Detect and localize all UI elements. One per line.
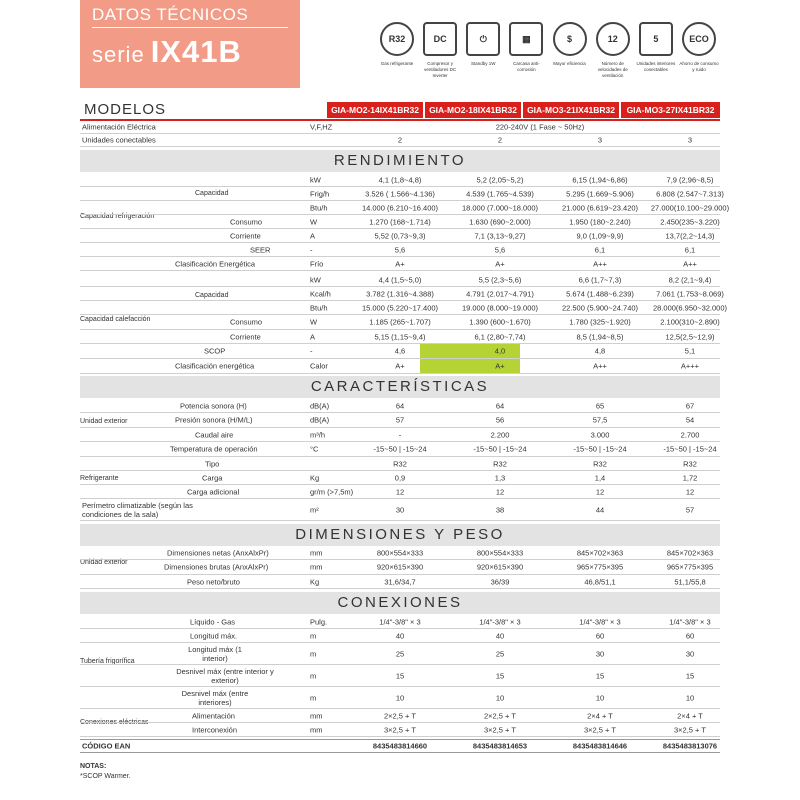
row-value: R32 [683, 459, 697, 468]
row-label: Líquido - Gas [190, 617, 236, 626]
row-unit: Frío [310, 259, 324, 268]
table-row [80, 665, 720, 687]
row-unit: Calor [310, 361, 328, 371]
table-row [80, 229, 720, 243]
row-value: - [398, 430, 402, 439]
header-banner [80, 0, 300, 88]
row-label: Caudal aire [195, 430, 234, 439]
table-row [80, 629, 720, 643]
row-value: 5.295 (1.669~5.906) [566, 189, 634, 198]
row-unit: W [310, 317, 318, 327]
row-value: 44 [595, 505, 605, 514]
row-value: 965×775×395 [666, 562, 714, 572]
row-value: 10 [595, 693, 605, 702]
row-label: Desnivel máx (entre interiores) [181, 688, 249, 707]
row-unit: Kcal/h [310, 289, 331, 298]
row-value: 57,5 [592, 415, 608, 425]
row-value: 2.450(235~3.220) [660, 217, 720, 226]
row-value: 920×615×390 [476, 562, 524, 572]
row-label: Desnivel máx (entre interior y exterior) [176, 666, 274, 685]
row-value: 6,15 (1,94~6,86) [572, 175, 628, 184]
row-value: 36/39 [490, 577, 510, 586]
row-value: 25 [495, 649, 505, 658]
row-value: 2×2,5 + T [384, 711, 416, 720]
ean-value: 8435483813076 [662, 741, 718, 751]
row-value: 10 [395, 693, 405, 702]
row-value: 2.200 [490, 430, 510, 439]
row-value: 10 [685, 693, 695, 702]
row-value: 4,0 [494, 346, 506, 356]
row-value: 3×2,5 + T [674, 725, 706, 734]
table-row [80, 301, 728, 315]
feature-indoor-units [635, 22, 677, 92]
row-value: 1.780 (325~1.920) [569, 317, 631, 327]
series-word: serie [92, 42, 145, 67]
feature-label: Compresor y ventiladores DC Inverter [424, 61, 457, 78]
ean-value: 8435483814646 [572, 741, 628, 751]
row-unit: kW [310, 175, 321, 184]
notes [80, 762, 131, 782]
row-value: 57 [685, 505, 695, 514]
row-value: 51,1/55,8 [674, 577, 706, 586]
row-unit: m² [310, 505, 319, 514]
row-value: A++ [593, 259, 607, 268]
row-value: 1.630 (690~2.000) [469, 217, 531, 226]
row-value: 1.270 (168~1.714) [369, 217, 431, 226]
row-value: 1.185 (265~1.707) [369, 317, 431, 327]
row-unit: m [310, 693, 317, 702]
row-value: 12 [395, 487, 405, 496]
row-value: 46,8/51,1 [584, 577, 616, 586]
table-row [80, 315, 720, 330]
row-label: Corriente [230, 332, 261, 341]
row-value: 7,1 (3,13~9,27) [474, 231, 526, 240]
table-row [80, 471, 720, 485]
row-value: 7.061 (1.753~8.069) [656, 289, 724, 298]
row-value: 27.000(10.100~29.000) [650, 203, 730, 212]
table-row [80, 457, 720, 471]
row-value: 4.791 (2.017~4.791) [466, 289, 534, 298]
row-value: -15~50 | -15~24 [663, 444, 717, 454]
electrical-group-label: Conexiones eléctricas [80, 719, 149, 726]
feature-standby [462, 22, 504, 92]
row-value: R32 [393, 459, 407, 468]
row-value: -15~50 | -15~24 [373, 444, 427, 454]
feature-label: Gas refrigerante [380, 61, 414, 66]
feature-anticorrosion [505, 22, 547, 92]
row-unit: W [310, 217, 318, 226]
row-label: Temperatura de operación [170, 444, 258, 454]
row-value: 18.000 (7.000~18.000) [461, 203, 539, 212]
cooling-capacity-label: Capacidad [195, 190, 229, 197]
ean-value: 8435483814653 [472, 741, 528, 751]
row-value: 5,2 (2,05~5,2) [476, 175, 524, 184]
feature-label: Standby 1W [471, 61, 496, 66]
row-value: 3.782 (1.316~4.388) [366, 289, 434, 298]
row-value: 40 [395, 631, 405, 640]
row-value: 3×2,5 + T [484, 725, 516, 734]
row-unit: mm [310, 562, 323, 572]
ean-label: CÓDIGO EAN [82, 741, 131, 751]
row-value: 2×4 + T [677, 711, 703, 720]
table-row [80, 575, 720, 589]
feature-label: Carcasa anti-corrosión [513, 61, 540, 72]
table-row [80, 643, 720, 665]
row-value: 2×4 + T [587, 711, 613, 720]
row-label: Dimensiones brutas (AnxAlxPr) [164, 562, 269, 572]
row-unit: Pulg. [310, 617, 328, 626]
row-value: 21.000 (6.619~23.420) [561, 203, 639, 212]
row-label: Peso neto/bruto [187, 577, 240, 586]
row-value: 5,15 (1,15~9,4) [374, 332, 426, 341]
row-value: 4,6 [394, 346, 406, 356]
feature-fan-speeds [592, 22, 634, 92]
row-value: 67 [685, 401, 695, 410]
row-value: 6,6 (1,7~7,3) [578, 275, 622, 284]
table-row [80, 134, 720, 147]
row-label: Potencia sonora (H) [180, 401, 247, 410]
pipe-group-label: Tubería frigorífica [80, 658, 135, 665]
row-value: 30 [595, 649, 605, 658]
table-row [80, 121, 720, 134]
table-row [80, 560, 720, 575]
row-value: A++ [593, 361, 607, 371]
row-value: 10 [495, 693, 505, 702]
row-value: 4.539 (1.765~4.539) [466, 189, 534, 198]
feature-eco [678, 22, 720, 92]
row-label: Interconexión [192, 725, 238, 734]
refrigerant-group-label: Refrigerante [80, 475, 119, 482]
row-label: Clasificación Energética [175, 259, 256, 268]
row-unit: mm [310, 725, 323, 734]
header-title: DATOS TÉCNICOS [92, 5, 249, 24]
row-value: 5,1 [684, 346, 696, 356]
notes-title: NOTAS: [80, 763, 107, 770]
row-value: 38 [495, 505, 505, 514]
feature-dc-inverter [419, 22, 461, 92]
row-unit: Kg [310, 473, 320, 482]
row-value: 1/4"-3/8" × 3 [669, 617, 711, 626]
table-row [80, 428, 720, 442]
row-value: R32 [493, 459, 507, 468]
row-label: Clasificación energética [175, 361, 255, 371]
model-name: GIA-MO3-27IX41BR32 [621, 102, 720, 118]
row-value: 1,3 [494, 473, 506, 482]
eco-icon: ECO [682, 22, 716, 56]
row-value: 4,8 [594, 346, 606, 356]
row-label: SEER [250, 245, 271, 254]
model-name: GIA-MO3-21IX41BR32 [523, 102, 619, 118]
series-code: IX41B [150, 34, 242, 69]
row-label: Tipo [205, 459, 220, 468]
dc-inverter-icon: DC [423, 22, 457, 56]
row-value: 12 [595, 487, 605, 496]
table-row [80, 723, 720, 737]
row-unit: Frig/h [310, 189, 330, 198]
row-value: 5,5 (2,3~5,6) [478, 275, 522, 284]
row-value: 64 [495, 401, 505, 410]
row-label: Longitud máx. [190, 631, 238, 640]
row-unit: m [310, 649, 317, 658]
savings-icon: $ [553, 22, 587, 56]
row-value: 1/4"-3/8" × 3 [479, 617, 521, 626]
row-value: 30 [685, 649, 695, 658]
row-unit: - [310, 245, 313, 254]
row-label: SCOP [204, 346, 226, 356]
row-value: 13,7(2,2~14,3) [665, 231, 715, 240]
feature-icons [376, 22, 720, 92]
row-label: Alimentación [192, 711, 235, 720]
model-name: GIA-MO2-14IX41BR32 [327, 102, 423, 118]
table-row [80, 485, 720, 499]
table-row [80, 187, 724, 201]
row-value: 2.100(310~2.890) [660, 317, 720, 327]
row-value: 6,1 [594, 245, 606, 254]
row-value: 40 [495, 631, 505, 640]
row-unit: mm [310, 548, 323, 557]
ean-value: 8435483814660 [372, 741, 428, 751]
row-value: 15 [595, 671, 605, 680]
table-row [80, 687, 720, 709]
table-row [80, 330, 720, 344]
row-unit: Btu/h [310, 203, 328, 212]
section-conexiones: CONEXIONES [80, 592, 720, 614]
row-value: 1/4"-3/8" × 3 [579, 617, 621, 626]
feature-label: Mayor eficiencia [553, 61, 586, 66]
row-value: 965×775×395 [576, 562, 624, 572]
row-value: 14.000 (6.210~16.400) [361, 203, 439, 212]
table-row [80, 413, 720, 428]
row-label: Unidades conectables [82, 135, 156, 145]
row-label: Carga [202, 473, 223, 482]
row-value: 3.526 ( 1.566~4.136) [365, 189, 435, 198]
row-value: 4,1 (1,8~4,8) [378, 175, 422, 184]
row-value: 800×554×333 [376, 548, 424, 557]
row-value: 60 [595, 631, 605, 640]
table-row [80, 257, 720, 271]
row-value: 1.950 (180~2.240) [569, 217, 631, 226]
row-value: A++ [683, 259, 697, 268]
row-label: Perímetro climatizable (según las condiciones de la sala) [82, 500, 193, 519]
row-value: 8,2 (2,1~9,4) [668, 275, 712, 284]
table-row [80, 615, 720, 629]
row-unit: Kg [310, 577, 320, 586]
row-unit: A [310, 332, 316, 341]
row-value: 65 [595, 401, 605, 410]
row-value: 60 [685, 631, 695, 640]
row-unit: - [310, 346, 313, 356]
row-value: 3 [687, 135, 693, 145]
row-value: A+ [395, 259, 405, 268]
row-value: 845×702×363 [576, 548, 624, 557]
row-value: 15 [685, 671, 695, 680]
row-unit: dB(A) [310, 415, 330, 425]
feature-label: Número de velocidades de ventilación [597, 61, 628, 78]
row-value: -15~50 | -15~24 [473, 444, 527, 454]
row-value: 56 [495, 415, 505, 425]
row-value: 31,6/34,7 [384, 577, 416, 586]
row-value: 12 [495, 487, 505, 496]
row-value: 220-240V (1 Fase ~ 50Hz) [495, 122, 585, 132]
section-dimensiones: DIMENSIONES Y PESO [80, 524, 720, 546]
row-value: 800×554×333 [476, 548, 524, 557]
model-name: GIA-MO2-18IX41BR32 [425, 102, 521, 118]
row-unit: V,F,HZ [310, 122, 333, 132]
row-value: 845×702×363 [666, 548, 714, 557]
table-row [80, 201, 730, 215]
row-value: 64 [395, 401, 405, 410]
row-label: Consumo [230, 317, 263, 327]
table-row [80, 546, 720, 560]
row-value: 15 [495, 671, 505, 680]
row-value: A+ [395, 361, 405, 371]
row-unit: m [310, 631, 317, 640]
table-row [80, 344, 720, 359]
row-value: 6.808 (2.547~7.313) [656, 189, 724, 198]
row-value: -15~50 | -15~24 [573, 444, 627, 454]
dimensions-group-label: Unidad exterior [80, 559, 128, 566]
row-value: 5,52 (0,73~9,3) [374, 231, 426, 240]
heating-group-label: Capacidad calefacción [80, 316, 151, 323]
models-header [80, 100, 720, 120]
feature-r32 [376, 22, 418, 92]
row-value: 3×2,5 + T [384, 725, 416, 734]
row-unit: dB(A) [310, 401, 330, 410]
row-label: Longitud máx (1 interior) [188, 644, 242, 663]
row-value: 1/4"-3/8" × 3 [379, 617, 421, 626]
row-value: 1,4 [594, 473, 606, 482]
row-value: 0,9 [394, 473, 406, 482]
row-value: 920×615×390 [376, 562, 424, 572]
row-label: Presión sonora (H/M/L) [175, 415, 253, 425]
table-row [80, 709, 720, 723]
header-divider [92, 27, 288, 28]
row-value: 3×2,5 + T [584, 725, 616, 734]
indoor-units-icon: 5 [639, 22, 673, 56]
row-value: 12 [685, 487, 695, 496]
feature-label: Unidades interiores conectables [636, 61, 676, 72]
table-row [80, 273, 720, 287]
section-rendimiento: RENDIMIENTO [80, 150, 720, 172]
row-value: 3 [597, 135, 603, 145]
table-row [80, 243, 720, 257]
row-value: R32 [593, 459, 607, 468]
ean-row [80, 739, 720, 753]
row-label: Carga adicional [187, 487, 240, 496]
feature-savings [549, 22, 591, 92]
row-value: 9,0 (1,09~9,9) [576, 231, 624, 240]
table-row [80, 215, 720, 229]
row-value: 5,6 [394, 245, 406, 254]
row-value: 25 [395, 649, 405, 658]
row-value: 2 [397, 135, 403, 145]
section-caracteristicas: CARACTERÍSTICAS [80, 376, 720, 398]
row-value: 12,5(2,5~12,9) [665, 332, 715, 341]
row-unit: gr/m (>7,5m) [310, 487, 354, 496]
row-value: 2 [497, 135, 503, 145]
row-label: Consumo [230, 217, 263, 226]
row-value: 7,9 (2,96~8,5) [666, 175, 714, 184]
row-value: 54 [685, 415, 695, 425]
row-value: 1,72 [682, 473, 698, 482]
row-value: 22.500 (5.900~24.740) [561, 303, 639, 312]
row-unit: kW [310, 275, 321, 284]
row-value: 6,1 (2,80~7,74) [474, 332, 526, 341]
row-unit: mm [310, 711, 323, 720]
row-label: Dimensiones netas (AnxAlxPr) [167, 548, 269, 557]
row-value: 57 [395, 415, 405, 425]
fan-speeds-icon: 12 [596, 22, 630, 56]
row-value: A+++ [680, 361, 700, 371]
row-value: 5,6 [494, 245, 506, 254]
row-value: 19.000 (8.000~19.000) [461, 303, 539, 312]
row-value: 1.390 (600~1.670) [469, 317, 531, 327]
notes-text: *SCOP Warmer. [80, 773, 131, 780]
r32-gas-icon: R32 [380, 22, 414, 56]
row-value: 28.000(6.950~32.000) [652, 303, 728, 312]
heating-capacity-label: Capacidad [195, 292, 229, 299]
row-value: 15.000 (5.220~17.400) [361, 303, 439, 312]
row-unit: m [310, 671, 317, 680]
standby-icon: ⏻ [466, 22, 500, 56]
table-row [80, 173, 720, 187]
table-row [80, 287, 724, 301]
series-title [92, 34, 242, 70]
row-label: Corriente [230, 231, 261, 240]
table-row [80, 442, 720, 457]
row-value: 5.674 (1.488~6.239) [566, 289, 634, 298]
row-value: 15 [395, 671, 405, 680]
cooling-group-label: Capacidad refrigeración [80, 213, 155, 220]
row-label: Alimentación Eléctrica [82, 122, 156, 132]
row-value: 30 [395, 505, 405, 514]
outdoor-unit-group-label: Unidad exterior [80, 418, 128, 425]
row-unit: A [310, 231, 316, 240]
table-row [80, 499, 720, 521]
row-value: 4,4 (1,5~5,0) [378, 275, 422, 284]
row-value: 2×2,5 + T [484, 711, 516, 720]
row-unit: °C [310, 444, 319, 454]
row-value: 3.000 [590, 430, 610, 439]
row-value: 8,5 (1,94~8,5) [576, 332, 624, 341]
row-value: A+ [495, 361, 505, 371]
table-row [80, 399, 720, 413]
table-row [80, 359, 720, 374]
row-unit: Btu/h [310, 303, 328, 312]
anticorrosion-icon: ▦ [509, 22, 543, 56]
feature-label: Ahorro de consumo y ruido [679, 61, 719, 72]
models-title: MODELOS [84, 101, 167, 118]
row-unit: m³/h [310, 430, 325, 439]
row-value: 6,1 [684, 245, 696, 254]
row-value: A+ [495, 259, 505, 268]
row-value: 2.700 [680, 430, 700, 439]
